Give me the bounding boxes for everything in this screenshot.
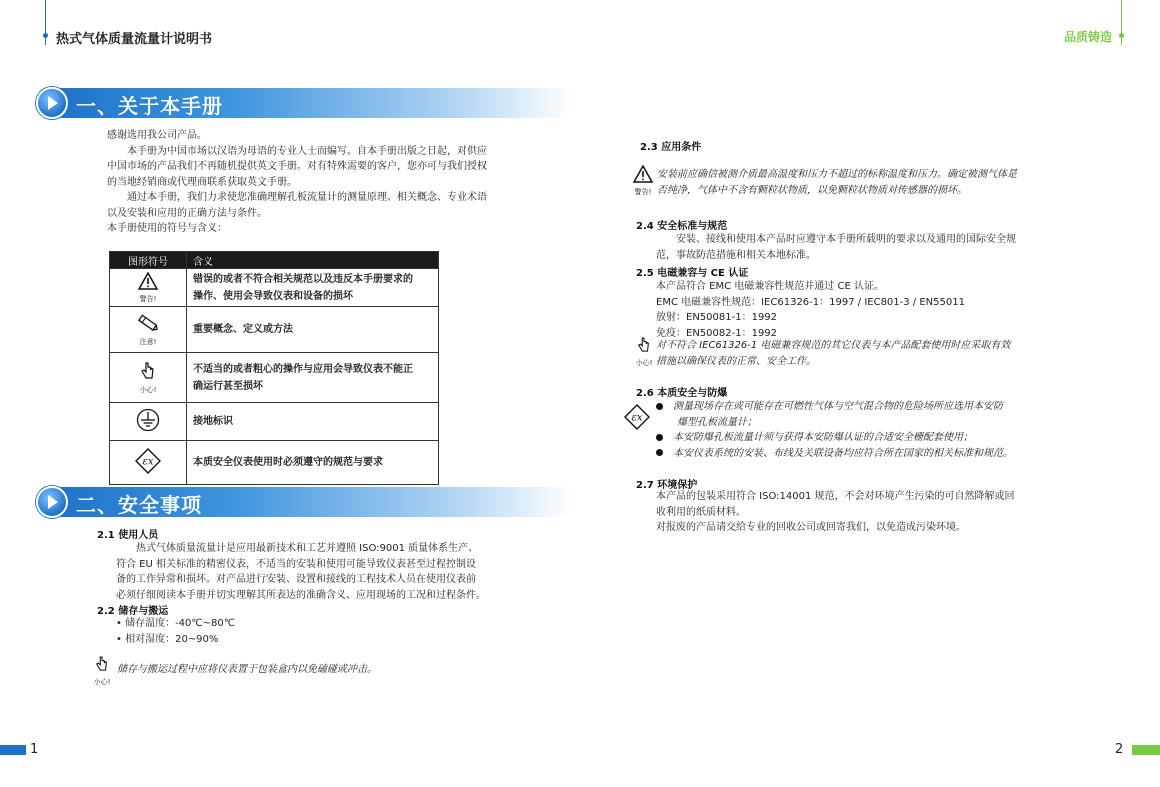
body-line: 备的工作异常和损坏。对产品进行安装、设置和接线的工程技术人员在使用仪表前 [116,574,476,585]
body-line: 本产品符合 EMC 电磁兼容性规范并通过 CE 认证。 [656,281,884,292]
body-2-1 [116,541,516,603]
heading-2-2: 2.2 储存与搬运 [97,606,169,617]
svg-text:εx: εx [142,456,154,468]
body-line: 否纯净，气体中不含有颗粒状物质，以免颗粒状物质对传感器的损坏。 [657,184,967,196]
body-line: EMC 电磁兼容性规范：IEC61326-1：1997 / IEC801-3 / EN55011 [656,296,965,308]
warning-icon [633,165,653,183]
section-arrow-icon [36,486,68,518]
heading-2-1: 2.1 使用人员 [97,530,159,541]
page-number-left: 1 [30,742,39,757]
table-row [110,307,439,353]
body-line: 热式气体质量流量计是应用最新技术和工艺并遵照 ISO:9001 质量体系生产、 [136,543,479,554]
heading-2-6: 2.6 本质安全与防爆 [636,388,728,399]
icon-label: 警告! [139,294,157,303]
body-line: 措施以确保仪表的正常、安全工作。 [656,355,816,367]
table-header-meaning: 含义 [187,252,439,269]
body-2-2 [116,616,235,647]
svg-text:εx: εx [631,412,643,424]
table-cell-text: 操作、使用会导致仪表和设备的损坏 [193,290,353,302]
left-rule-dot [43,33,48,38]
bullet-dot [656,434,663,441]
table-header-symbol: 图形符号 [110,252,187,269]
caution-block [633,336,655,368]
bullet-dot [656,403,663,410]
intro-line: 本手册为中国市场以汉语为母语的专业人士而编写。自本手册出版之日起，对供应 [127,145,487,157]
caution-hand-icon [637,336,651,354]
caution-block [92,655,112,687]
table-cell-text: 不适当的或者粗心的操作与应用会导致仪表不能正 [193,363,413,375]
body-2-5 [656,279,1036,341]
bullet-item [656,430,1056,446]
body-line: 必须仔细阅读本手册并切实理解其所表达的准确含义、应用现场的工况和过程条件。 [116,589,486,601]
left-margin-rule [45,0,46,45]
caution-hand-icon [95,655,109,673]
right-rule-dot [1119,33,1124,38]
heading-2-5: 2.5 电磁兼容与 CE 认证 [636,268,749,279]
icon-label: 小心! [93,678,111,686]
body-line: 放射：EN50081-1：1992 [656,312,778,323]
section-title-safety: 二、安全事项 [76,493,202,517]
body-line: 免疫：EN50082-1：1992 [656,327,778,339]
ex-block [624,404,650,434]
icon-label: 注意! [139,337,157,346]
table-cell-text: 错误的或者不符合相关规范以及违反本手册要求的 [193,273,413,285]
document-title: 热式气体质量流量计说明书 [56,32,213,47]
body-line: 范，事故防范措施和相关本地标准。 [656,249,816,261]
body-line: 对报废的产品请交给专业的回收公司或回寄我们，以免造成污染环境。 [656,522,966,533]
bullet-text: 测量现场存在或可能存在可燃性气体与空气混合物的危险场所应选用本安防 [673,401,1003,412]
bullet-line: • 相对湿度：20~90% [116,633,219,645]
intro-line: 的当地经销商或代理商联系获取英文手册。 [107,176,297,188]
symbol-table [109,251,439,485]
ex-icon [135,448,161,474]
body-line: 符合 EU 相关标准的精密仪表，不适当的安装和使用可能导致仪表甚至过程控制设 [116,558,476,570]
section-title-about: 一、关于本手册 [76,94,223,118]
bullet-text: 本安防爆孔板流量计须与获得本安防爆认证的合适安全栅配套使用； [673,432,973,443]
intro-line: 通过本手册，我们力求使您准确理解孔板流量计的测量原理、相关概念、专业术语 [127,192,487,203]
table-row [110,441,439,485]
intro-line: 本手册使用的符号与含义： [107,223,227,234]
intro-line: 中国市场的产品我们不再随机提供英文手册。对有特殊需要的客户，您亦可与我们授权 [107,161,487,172]
table-row [110,269,439,307]
body-line: 安装、接线和使用本产品时应遵守本手册所载明的要求以及通用的国际安全规 [676,234,1016,245]
intro-line: 以及安装和应用的正确方法与条件。 [107,207,267,219]
body-2-6 [656,399,1056,461]
ex-icon [624,404,650,430]
bullet-item [656,399,1056,415]
warning-block [631,165,655,197]
bullet-text: 本安仪表系统的安装、布线及关联设备均应符合所在国家的相关标准和规范。 [673,447,1013,459]
body-line: 安装前应确信被测介质最高温度和压力不超过的标称温度和压力。确定被测气体是 [657,169,1017,180]
page-marker-right [1132,745,1160,755]
table-cell-text: 本质安全仪表使用时必须遵守的规范与要求 [193,457,383,468]
table-cell-text: 确运行甚至损坏 [193,380,263,392]
table-cell-text: 接地标识 [193,416,233,427]
body-line: 本产品的包装采用符合 ISO:14001 规范，不会对环境产生污染的可自然降解或回 [656,491,1015,502]
heading-2-4: 2.4 安全标准与规范 [636,221,728,232]
heading-2-7: 2.7 环境保护 [636,480,698,491]
heading-2-3: 2.3 应用条件 [640,142,702,153]
note-pencil-icon [136,313,160,333]
icon-label: 警告! [634,188,652,196]
intro-line: 感谢选用我公司产品。 [107,130,207,141]
bullet-line: • 储存温度：-40℃~80℃ [116,618,235,629]
body-line: 收利用的纸质材料。 [656,506,746,518]
table-cell-text: 重要概念、定义或方法 [193,324,293,335]
intro-text [107,128,507,237]
table-row [110,353,439,403]
body-line: 对不符合 IEC61326-1 电磁兼容规范的其它仪表与本产品配套使用时应采取有效 [656,340,1011,351]
body-2-4 [656,232,1036,263]
ground-icon [136,408,160,432]
icon-label: 小心! [635,359,653,367]
body-2-3 [657,167,1037,198]
note-2-5 [656,338,1036,369]
bullet-item [656,446,1056,462]
caution-note: 储存与搬运过程中应将仪表置于包装盒内以免磕碰或冲击。 [117,664,377,675]
page-marker-left [0,745,26,755]
right-margin-rule [1121,0,1122,45]
caution-hand-icon [140,361,156,381]
section-arrow-icon [36,87,68,119]
symbol-table-wrapper [109,251,439,485]
bullet-dot [656,449,663,456]
table-row [110,403,439,441]
page-number-right: 2 [1115,742,1124,757]
bullet-item: 爆型孔板流量计； [677,416,757,428]
body-2-7 [656,489,1056,536]
warning-icon [138,272,158,290]
icon-label: 小心! [139,385,157,394]
brand-slogan: 品质铸造 [1064,30,1113,44]
